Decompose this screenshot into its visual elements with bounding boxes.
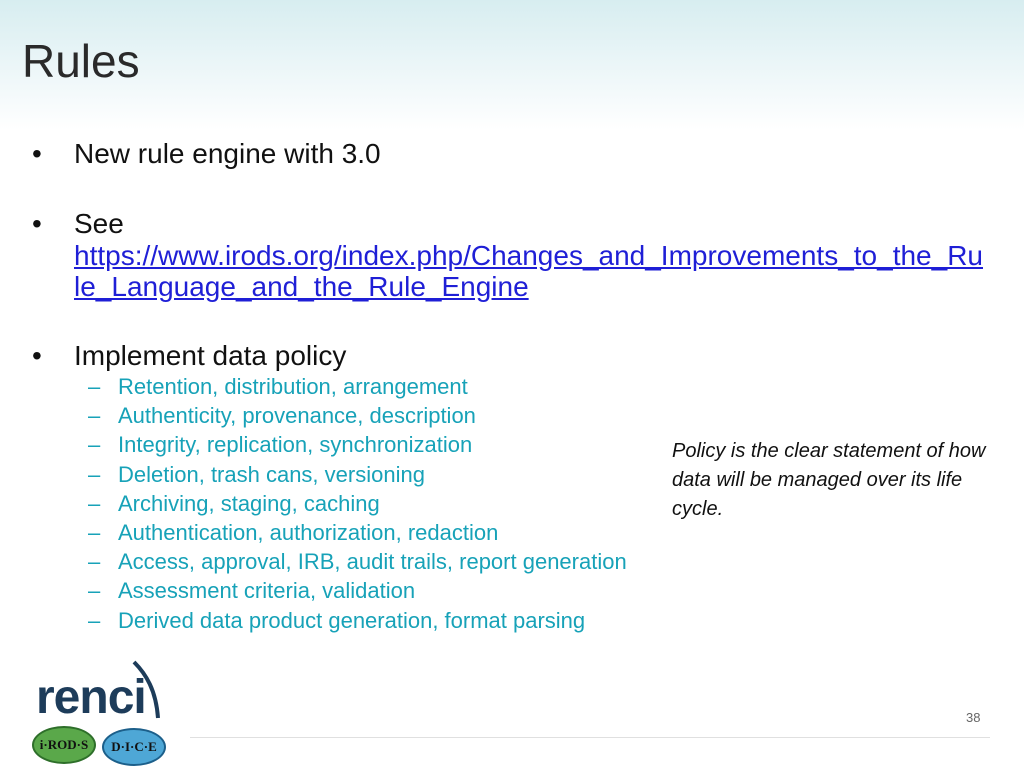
sub-item-text: Access, approval, IRB, audit trails, report generation	[118, 549, 627, 575]
footer-divider	[190, 737, 990, 738]
bullet-marker: •	[32, 138, 42, 169]
bullet-text-see: See	[74, 208, 124, 239]
dash-marker: –	[88, 374, 101, 399]
title-band	[0, 0, 1024, 130]
sub-item-text: Integrity, replication, synchronization	[118, 432, 473, 458]
renci-wordmark-part1: ren	[36, 671, 108, 724]
dash-marker: –	[88, 490, 101, 516]
sub-item-text: Authentication, authorization, redaction	[118, 519, 499, 545]
sub-item-text: Assessment criteria, validation	[118, 578, 416, 604]
bullet-marker: •	[32, 340, 42, 371]
dash-marker: –	[88, 432, 101, 458]
rule-engine-link[interactable]: https://www.irods.org/index.php/Changes_and_Improvements_to_the_Rule_Language_and_the_Rule_Engine	[74, 240, 983, 302]
bullet-see	[74, 208, 989, 302]
dash-marker: –	[88, 578, 101, 604]
policy-callout: Policy is the clear statement of how data will be managed over its life cycle.	[672, 440, 986, 520]
bullet-text-rule-engine: New rule engine with 3.0	[74, 138, 381, 169]
dash-marker: –	[88, 549, 101, 575]
sub-item-text: Retention, distribution, arrangement	[118, 374, 468, 399]
dash-marker: –	[88, 461, 101, 487]
dash-marker: –	[88, 403, 101, 429]
renci-wordmark-part2: ci	[107, 671, 146, 724]
page-number: 38	[966, 710, 981, 725]
renci-logo	[28, 660, 178, 765]
slide-title: Rules	[22, 35, 140, 87]
bullet-text-data-policy: Implement data policy	[74, 340, 347, 371]
sub-item-text: Authenticity, provenance, description	[118, 403, 476, 429]
sub-item-text: Derived data product generation, format parsing	[118, 607, 586, 633]
sub-item-text: Archiving, staging, caching	[118, 490, 380, 516]
dash-marker: –	[88, 607, 101, 633]
renci-wordmark	[36, 671, 146, 724]
sub-item-text: Deletion, trash cans, versioning	[118, 461, 425, 487]
bullet-marker: •	[32, 208, 42, 239]
dash-marker: –	[88, 519, 101, 545]
dice-badge: D·I·C·E	[102, 728, 166, 766]
irods-badge: i·ROD·S	[32, 726, 96, 764]
